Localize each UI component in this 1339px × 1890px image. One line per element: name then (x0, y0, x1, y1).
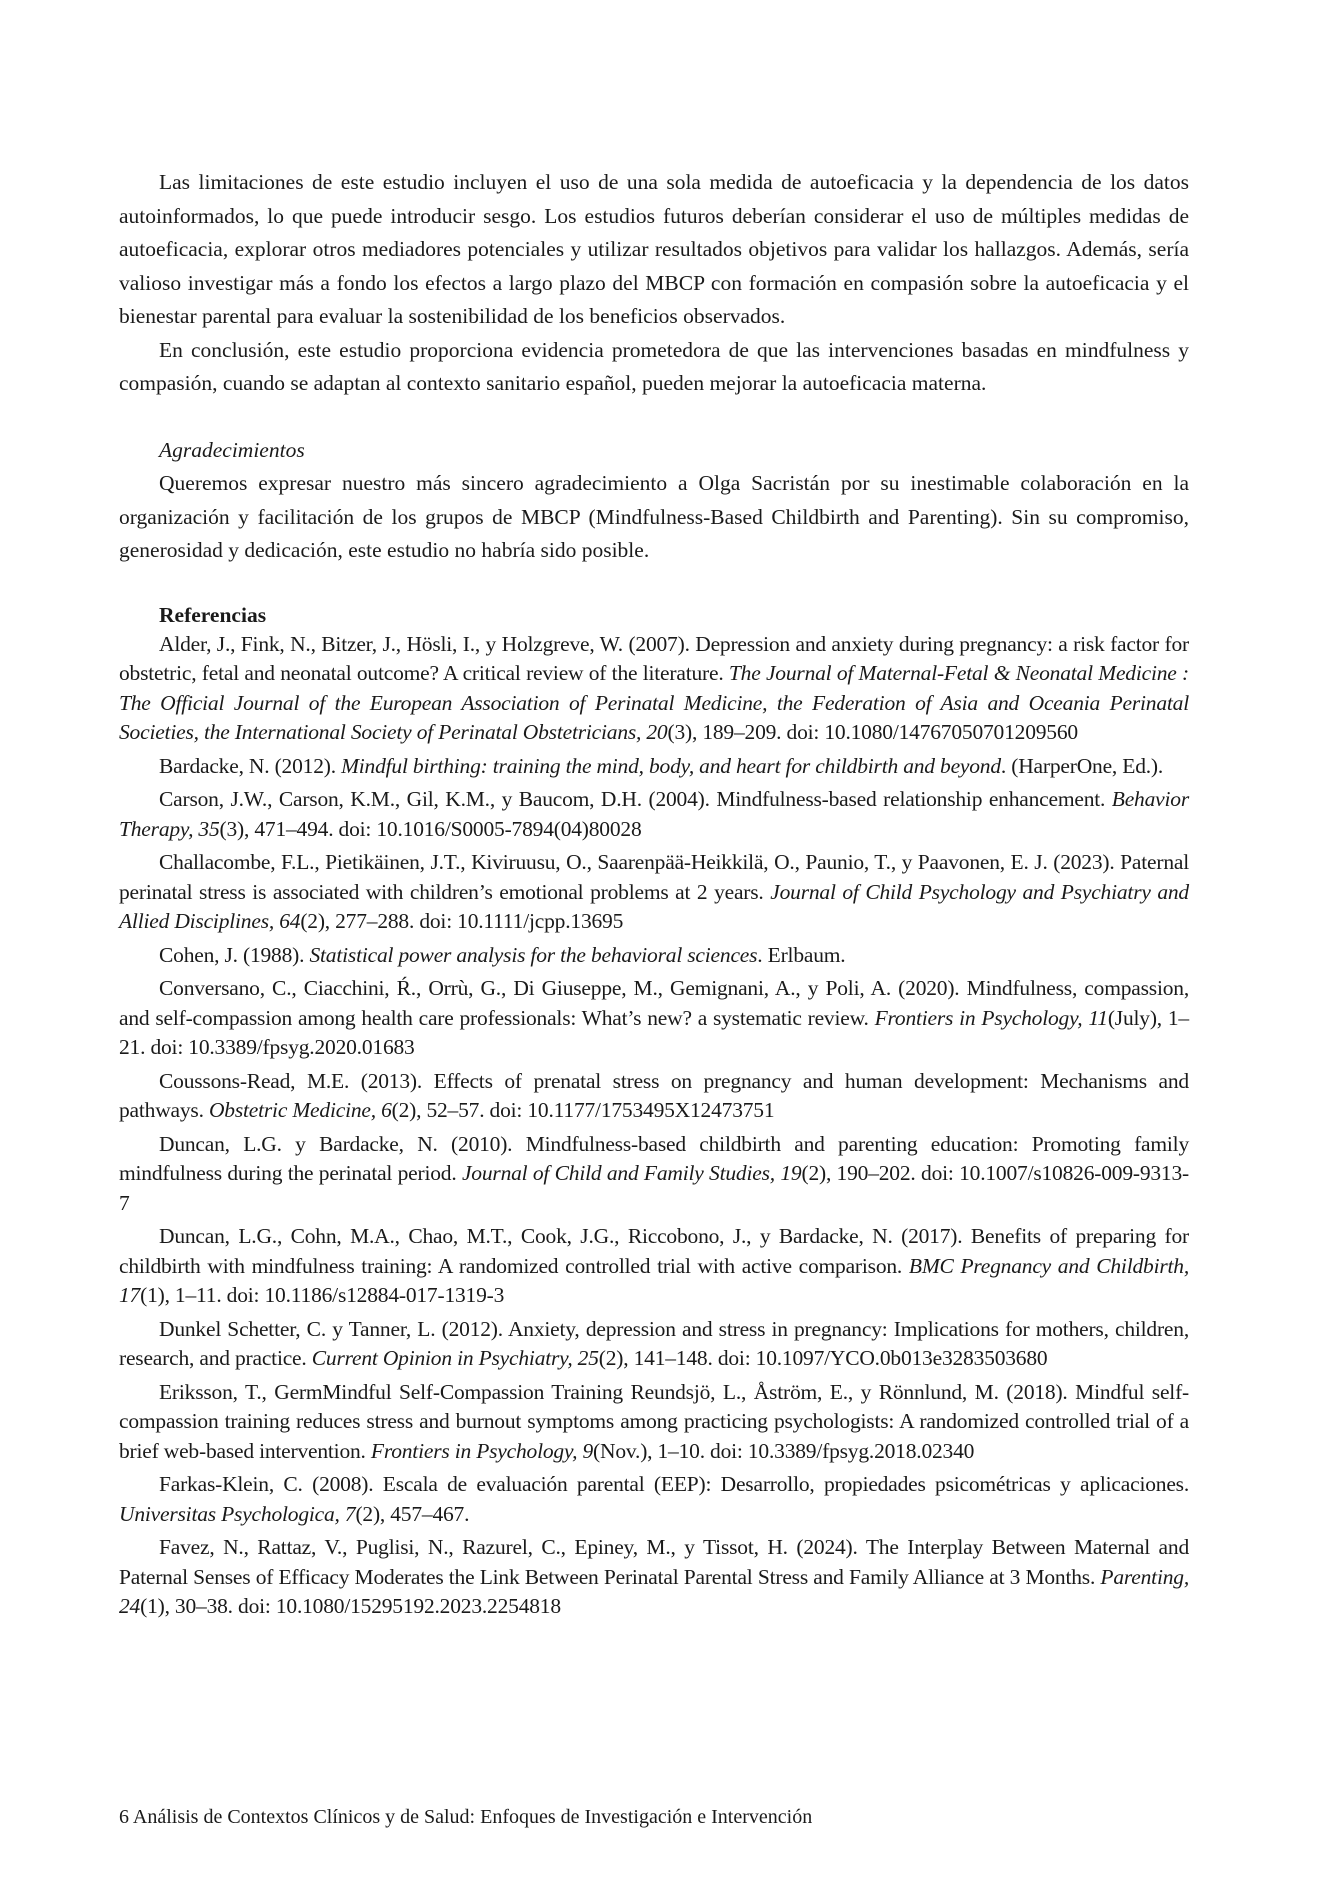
reference-text: Favez, N., Rattaz, V., Puglisi, N., Razurel, C., Epiney, M., y Tissot, H. (2024). The Interplay Between Maternal and Paternal Senses of Efficacy Moderates the Link Between Perinatal Parental Stress and Family Alliance at 3 Months. (119, 1535, 1189, 1589)
reference-details: (2), 277–288. doi: 10.1111/jcpp.13695 (300, 909, 624, 933)
reference-details: (1), 1–11. doi: 10.1186/s12884-017-1319-3 (140, 1283, 505, 1307)
reference-source: Mindful birthing: training the mind, body, and heart for childbirth and beyond (341, 753, 1001, 778)
reference-entry (119, 752, 1189, 782)
reference-details: (1), 30–38. doi: 10.1080/15295192.2023.2254818 (140, 1594, 561, 1618)
reference-text: Duncan, L.G. y Bardacke, N. (2010). Mindfulness-based childbirth and parenting education: Promoting family mindfulness during the perinatal period. (119, 1131, 1189, 1185)
reference-text: Dunkel Schetter, C. y Tanner, L. (2012). Anxiety, depression and stress in pregnancy: Implications for mothers, children, research, and practice. (119, 1316, 1189, 1370)
reference-details: (2), 190–202. doi: 10.1007/s10826-009-9313-7 (119, 1161, 1189, 1215)
section-spacer (119, 568, 1189, 601)
page-footer: 6 Análisis de Contextos Clínicos y de Salud: Enfoques de Investigación e Intervención (119, 1806, 813, 1828)
reference-details: (2), 52–57. doi: 10.1177/1753495X12473751 (391, 1098, 775, 1122)
reference-text: Coussons-Read, M.E. (2013). Effects of prenatal stress on pregnancy and human development: Mechanisms and pathways. (119, 1068, 1189, 1122)
reference-entry (119, 1130, 1189, 1219)
reference-source: Universitas Psychologica, 7 (119, 1501, 356, 1526)
reference-source: The Journal of Maternal-Fetal & Neonatal Medicine : The Official Journal of the European Association of Perinatal Medicine, the Federation of Asia and Oceania Perinatal Societies, the International Society of Perinatal Obstetricians, 20 (119, 661, 1189, 744)
reference-entry (119, 848, 1189, 937)
section-spacer (119, 401, 1189, 434)
reference-details: (3), 471–494. doi: 10.1016/S0005-7894(04)80028 (219, 816, 642, 841)
reference-source: Statistical power analysis for the behavioral sciences (309, 942, 758, 967)
reference-text: Farkas-Klein, C. (2008). Escala de evaluación parental (EEP): Desarrollo, propiedades psicométricas y aplicaciones. (159, 1472, 1189, 1496)
reference-source: Current Opinion in Psychiatry, 25 (311, 1346, 599, 1370)
reference-entry (119, 1222, 1189, 1311)
reference-entry (119, 974, 1189, 1063)
reference-entry (119, 1067, 1189, 1126)
reference-details: . (HarperOne, Ed.). (1000, 753, 1164, 778)
reference-text: Eriksson, T., GermMindful Self-Compassion Training Reundsjö, L., Åström, E., y Rönnlund, M. (2018). Mindful self-compassion training reduces stress and burnout symptoms among practicing psychologists: A randomized controlled trial of a brief web-based intervention. (119, 1379, 1189, 1463)
reference-text: Alder, J., Fink, N., Bitzer, J., Hösli, I., y Holzgreve, W. (2007). Depression and anxiety during pregnancy: a risk factor for obstetric, fetal and neonatal outcome? A critical review of the literature. (119, 631, 1189, 685)
acknowledgments-heading: Agradecimientos (159, 437, 305, 462)
reference-source: Journal of Child and Family Studies, 19 (461, 1161, 802, 1185)
reference-entry (119, 1315, 1189, 1374)
reference-source: Parenting, 24 (119, 1564, 1189, 1618)
reference-entry (119, 941, 1189, 971)
reference-details: (July), 1–21. doi: 10.3389/fpsyg.2020.01683 (119, 1005, 1189, 1059)
reference-text: Bardacke, N. (2012). (159, 753, 342, 778)
reference-text: Duncan, L.G., Cohn, M.A., Chao, M.T., Cook, J.G., Riccobono, J., y Bardacke, N. (2017). Benefits of preparing for childbirth with mindfulness training: A randomized controlled trial with active comparison. (119, 1224, 1189, 1278)
reference-entry (119, 1378, 1189, 1467)
acknowledgments-text: Queremos expresar nuestro más sincero agradecimiento a Olga Sacristán por su inestimable colaboración en la organización y facilitación de los grupos de MBCP (Mindfulness-Based Childbirth and Parenting). Sin su compromiso, generosidad y dedicación, este estudio no habría sido posible. (119, 471, 1189, 562)
reference-text: Conversano, C., Ciacchini, Ŕ., Orrù, G., Di Giuseppe, M., Gemignani, A., y Poli, A. (2020). Mindfulness, compassion, and self-compassion among health care professionals: What’s new? a systematic review. (119, 976, 1189, 1030)
body-paragraph: Las limitaciones de este estudio incluyen el uso de una sola medida de autoeficacia y la dependencia de los datos autoinformados, lo que puede introducir sesgo. Los estudios futuros deberían considerar el uso de múltiples medidas de autoeficacia, explorar otros mediadores potenciales y utilizar resultados objetivos para validar los hallazgos. Además, sería valioso investigar más a fondo los efectos a largo plazo del MBCP con formación en compasión sobre la autoeficacia y el bienestar parental para evaluar la sostenibilidad de los beneficios observados. (119, 170, 1189, 328)
reference-text: Cohen, J. (1988). (159, 942, 310, 967)
reference-entry (119, 785, 1189, 844)
reference-source: BMC Pregnancy and Childbirth, 17 (119, 1253, 1190, 1307)
reference-entry (119, 630, 1189, 748)
body-paragraph: En conclusión, este estudio proporciona evidencia prometedora de que las intervenciones basadas en mindfulness y compasión, cuando se adaptan al contexto sanitario español, pueden mejorar la autoeficacia materna. (119, 337, 1189, 395)
reference-text: Carson, J.W., Carson, K.M., Gil, K.M., y Baucom, D.H. (2004). Mindfulness-based relationship enhancement. (159, 787, 1112, 811)
reference-text: Challacombe, F.L., Pietikäinen, J.T., Kiviruusu, O., Saarenpää-Heikkilä, O., Paunio, T., y Paavonen, E. J. (2023). Paternal perinatal stress is associated with children’s emotional problems at 2 years. (119, 850, 1189, 904)
reference-source: Frontiers in Psychology, 11 (874, 1005, 1108, 1030)
reference-source: Obstetric Medicine, 6 (208, 1098, 392, 1122)
references-heading: Referencias (159, 602, 267, 627)
reference-source: Journal of Child Psychology and Psychiatry and Allied Disciplines, 64 (119, 879, 1189, 933)
reference-details: (2), 457–467. (355, 1501, 470, 1526)
reference-source: Frontiers in Psychology, 9 (370, 1438, 594, 1463)
reference-details: (2), 141–148. doi: 10.1097/YCO.0b013e3283503680 (598, 1346, 1048, 1370)
reference-source: Behavior Therapy, 35 (119, 787, 1189, 841)
reference-details: (3), 189–209. doi: 10.1080/14767050701209560 (667, 720, 1078, 744)
reference-entry (119, 1533, 1189, 1622)
reference-details: . Erlbaum. (757, 942, 846, 967)
references-list (119, 630, 1189, 1622)
page-content (119, 166, 1189, 1626)
reference-entry (119, 1470, 1189, 1529)
reference-details: (Nov.), 1–10. doi: 10.3389/fpsyg.2018.02340 (593, 1438, 975, 1463)
